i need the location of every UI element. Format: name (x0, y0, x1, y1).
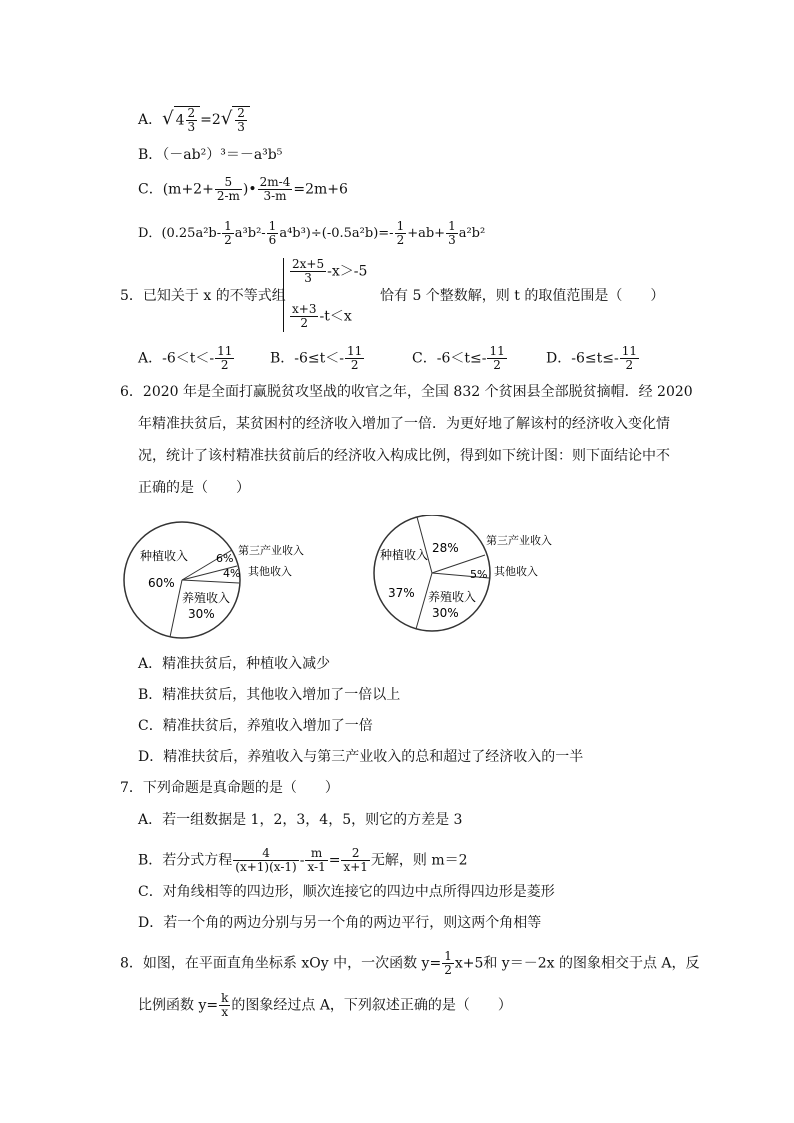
q7-option-b[interactable]: B．若分式方程 $\frac{4}{(x+1)(x-1)}$ - $\frac{m}{x-1}$ = $\frac{2}{x+1}$ 无解，则 m＝2 (138, 846, 468, 874)
q7-option-d[interactable]: D．若一个角的两边分别与另一个角的两边平行，则这两个角相等 (138, 915, 542, 931)
pie-after-label-breeding: 养殖收入 (428, 590, 477, 604)
pie-before-value-other: 4% (223, 567, 241, 580)
pie-before-label-breeding: 养殖收入 (182, 591, 231, 605)
q6-stem-line-1: 6．2020 年是全面打赢脱贫攻坚战的收官之年，全国 832 个贫困县全部脱贫摘帽．经 2020 (120, 384, 693, 400)
pie-before-value-planting: 60% (148, 576, 175, 590)
pie-before-value-tertiary: 6% (216, 552, 234, 565)
q7-option-a[interactable]: A．若一组数据是 1，2，3，4，5，则它的方差是 3 (138, 812, 463, 828)
pie-before-label-planting: 种植收入 (140, 549, 189, 563)
pie-after-label-other: 其他收入 (494, 565, 538, 578)
q6-option-d[interactable]: D．精准扶贫后，养殖收入与第三产业收入的总和超过了经济收入的一半 (138, 749, 584, 765)
pie-after-value-breeding: 30% (432, 606, 459, 620)
q8-stem-line-2: 比例函数 y= $\frac{k}{x}$ 的图象经过点 A，下列叙述正确的是（ ） (138, 991, 512, 1019)
q4-option-d[interactable]: D．(0.25a²b- $\frac{1}{2}$ a³b²- $\frac{1}{6}$ a⁴b³)÷(-0.5a²b)=- $\frac{1}{2}$ +ab+ $\frac{1}{3}$ a²b² (138, 219, 486, 247)
q5-option-c[interactable]: C．-6＜t≤- $\frac{11}{2}$ (412, 344, 505, 372)
q6-option-a[interactable]: A．精准扶贫后，种植收入减少 (138, 656, 331, 672)
q5-inequality-1: $\frac{2x+5}{3}$ -x＞-5 (292, 257, 368, 285)
pie-after-label-planting: 种植收入 (380, 548, 429, 562)
pie-after-value-other: 5% (470, 568, 488, 581)
q5-inequality-2: $\frac{x+3}{2}$ -t＜x (292, 302, 352, 330)
pie-after-value-planting: 37% (388, 586, 415, 600)
q5-stem-tail: 恰有 5 个整数解，则 t 的取值范围是（ ） (380, 288, 665, 304)
q4-option-b[interactable]: B．（－ab²）³＝－a³b⁵ (138, 147, 283, 163)
q5-option-a[interactable]: A．-6＜t＜- $\frac{11}{2}$ (138, 344, 233, 372)
q7-option-c[interactable]: C．对角线相等的四边形，顺次连接它的四边中点所得四边形是菱形 (138, 884, 555, 900)
q6-option-c[interactable]: C．精准扶贫后，养殖收入增加了一倍 (138, 718, 373, 734)
pie-before-divider-3 (182, 580, 239, 583)
pie-before-label-other: 其他收入 (248, 565, 292, 578)
q6-stem-line-2: 年精准扶贫后，某贫困村的经济收入增加了一倍．为更好地了解该村的经济收入变化情 (138, 416, 670, 432)
q4-option-a[interactable]: A．√ 4 $\frac{2}{3}$ =2√ $\frac{2}{3}$ (138, 106, 250, 134)
pie-after-divider-1 (417, 517, 432, 573)
q8-stem-line-1: 8．如图，在平面直角坐标系 xOy 中，一次函数 y= $\frac{1}{2}$ x+5和 y＝－2x 的图象相交于点 A，反 (120, 949, 700, 977)
pie-chart-after (370, 515, 580, 640)
pie-after-value-tertiary: 28% (432, 541, 459, 555)
q6-option-b[interactable]: B．精准扶贫后，其他收入增加了一倍以上 (138, 687, 401, 703)
q5-system-brace (283, 258, 284, 332)
pie-before-value-breeding: 30% (188, 607, 215, 621)
q5-stem: 5．已知关于 x 的不等式组 (120, 288, 286, 304)
q5-option-b[interactable]: B．-6≤t＜- $\frac{11}{2}$ (270, 344, 363, 372)
q6-stem-line-4: 正确的是（ ） (138, 480, 250, 496)
q7-stem: 7．下列命题是真命题的是（ ） (120, 780, 339, 796)
q5-option-d[interactable]: D．-6≤t≤- $\frac{11}{2}$ (546, 344, 637, 372)
pie-before-label-tertiary: 第三产业收入 (238, 544, 304, 557)
q6-stem-line-3: 况，统计了该村精准扶贫前后的经济收入构成比例，得到如下统计图：则下面结论中不 (138, 448, 670, 464)
pie-after-label-tertiary: 第三产业收入 (486, 534, 552, 547)
q4-option-c[interactable]: C．(m+2+ $\frac{5}{2-m}$ )• $\frac{2m-4}{3-m}$ =2m+6 (138, 175, 348, 203)
pie-chart-before (120, 520, 320, 645)
